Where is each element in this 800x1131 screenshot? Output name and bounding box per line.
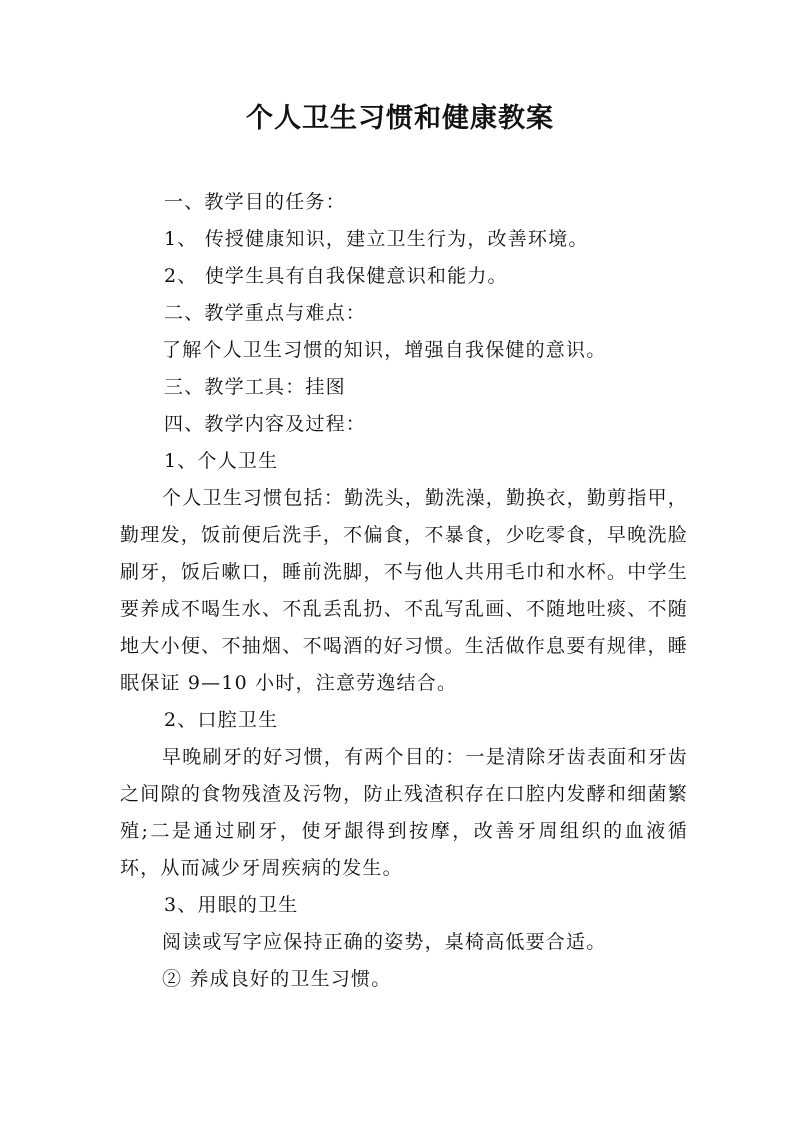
paragraph-oral-hygiene: 早晚刷牙的好习惯，有两个目的：一是清除牙齿表面和牙齿之间隙的食物残渣及污物，防止残渣积存在口腔内发酵和细菌繁殖;二是通过刷牙，使牙龈得到按摩，改善牙周组织的血液循环，从而减少牙周疾病的发生。 [120,746,688,879]
eye-hygiene-text: 阅读或写字应保持正确的姿势，桌椅高低要合适。 [162,931,607,953]
document-title: 个人卫生习惯和健康教案 [246,103,554,134]
paragraph-personal-hygiene: 个人卫生习惯包括：勤洗头，勤洗澡，勤换衣，勤剪指甲，勤理发，饭前便后洗手，不偏食，不暴食，少吃零食，早晚洗脸刷牙，饭后嗽口，睡前洗脚，不与他人共用毛巾和水杯。中学生要养成不喝生水、不乱丢乱扔、不乱写乱画、不随地吐痰、不随地大小便、不抽烟、不喝酒的好习惯。生活做作息要有规律，睡眠保证 9—10 小时，注意劳逸结合。 [120,487,688,694]
objective-item-2: 2、 使学生具有自我保健意识和能力。 [164,265,508,287]
subheading-eye-hygiene: 3、用眼的卫生 [164,894,299,916]
section-heading-key-points: 二、教学重点与难点： [164,302,367,324]
subheading-oral-hygiene: 2、口腔卫生 [164,709,279,731]
key-points-text: 了解个人卫生习惯的知识，增强自我保健的意识。 [162,339,607,361]
section-heading-tools: 三、教学工具：挂图 [164,376,346,398]
subheading-personal-hygiene: 1、个人卫生 [164,450,279,472]
section-heading-content: 四、教学内容及过程： [164,413,367,435]
document-body [120,184,688,998]
objective-item-1: 1、 传授健康知识，建立卫生行为，改善环境。 [164,228,589,250]
section-heading-objectives: 一、教学目的任务： [164,191,346,213]
eye-hygiene-item-2: ② 养成良好的卫生习惯。 [162,968,392,990]
